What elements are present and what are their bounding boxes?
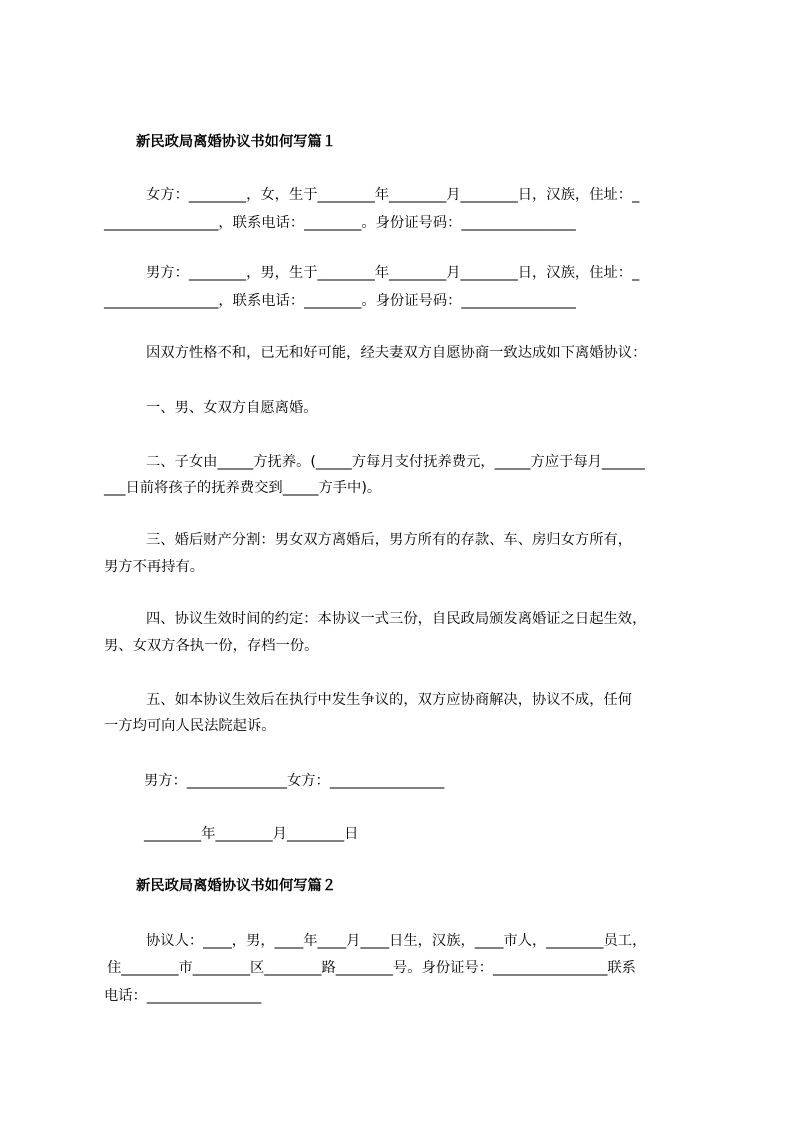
party-info-line-3: 电话：________________	[104, 988, 262, 1004]
clause-4-line-2: 男、女双方各执一份，存档一份。	[104, 638, 319, 654]
clause-4-line-1: 四、协议生效时间的约定：本协议一式三份，自民政局颁发离婚证之日起生效，	[146, 611, 647, 627]
clause-3-line-2: 男方不再持有。	[104, 559, 205, 575]
party-info-line-2: 住________市________区________路________号。身份证号：________________联系	[107, 960, 636, 976]
clause-2-line-2: ___日前将孩子的抚养费交到_____方手中)。	[104, 480, 382, 496]
clause-3-line-1: 三、婚后财产分割：男女双方离婚后，男方所有的存款、车、房归女方所有，	[146, 532, 633, 548]
clause-5-line-2: 一方均可向人民法院起诉。	[104, 718, 276, 734]
female-info-line-2: ________________，联系电话：________。身份证号码：________________	[104, 215, 576, 231]
male-info-line-2: ________________，联系电话：________。身份证号码：________________	[104, 293, 576, 309]
intro-paragraph: 因双方性格不和，已无和好可能，经夫妻双方自愿协商一致达成如下离婚协议：	[146, 345, 647, 361]
clause-5-line-1: 五、如本协议生效后在执行中发生争议的，双方应协商解决，协议不成，任何	[146, 692, 633, 708]
male-info-line-1: 男方：________，男，生于________年________月________日，汉族，住址：_	[146, 265, 640, 281]
section-1-title: 新民政局离婚协议书如何写篇１	[136, 134, 337, 150]
section-2-title: 新民政局离婚协议书如何写篇２	[136, 878, 337, 894]
clause-1: 一、男、女双方自愿离婚。	[146, 400, 318, 416]
signature-line: 男方：______________女方：________________	[144, 773, 445, 789]
date-line: ________年________月________日	[144, 826, 359, 842]
clause-2-line-1: 二、子女由_____方抚养。(_____方每月支付抚养费元，_____方应于每月______	[146, 454, 645, 470]
party-info-line-1: 协议人：____，男，____年____月____日生，汉族，____市人，________员工，	[146, 933, 647, 949]
female-info-line-1: 女方：________，女，生于________年________月________日，汉族，住址：_	[146, 187, 640, 203]
